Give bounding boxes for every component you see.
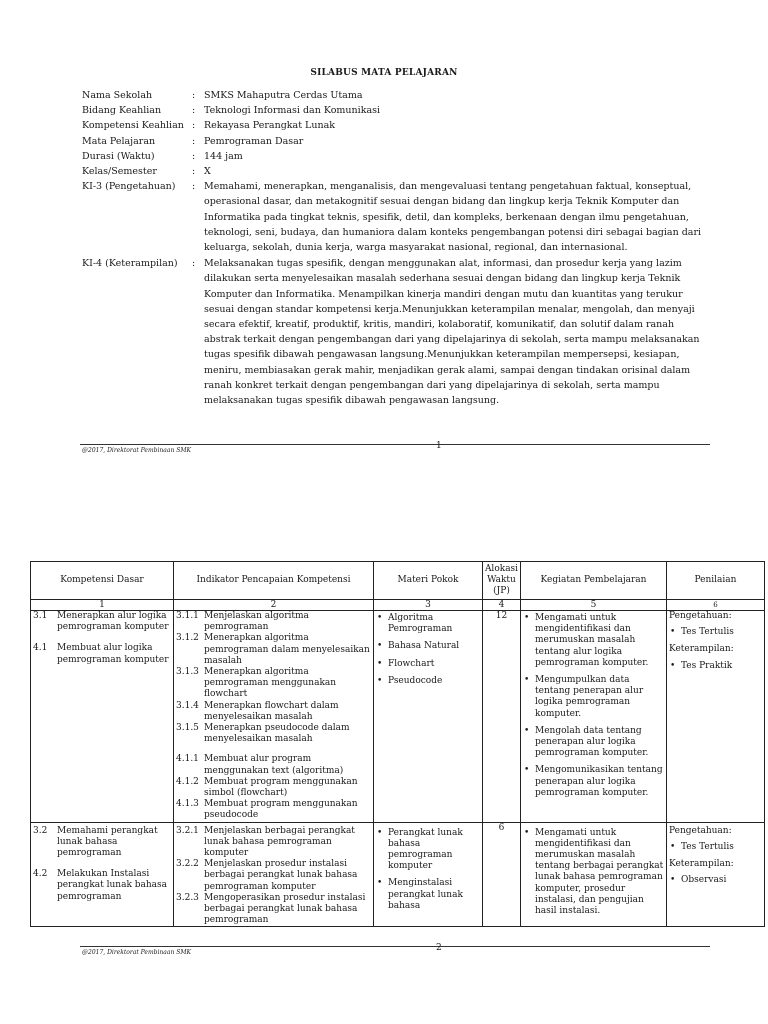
info-key: Mata Pelajaran [82, 135, 156, 147]
info-row-nama-sekolah [82, 88, 704, 103]
info-value: Melaksanakan tugas spesifik, dengan menggunakan alat, informasi, dan prosedur kerja yang lazim dilakukan serta menyelesaikan masalah sederhana sesuai dengan bidang dan lingkup kerja Teknik Komputer dan Informatika. Menampilkan kinerja mandiri dengan mutu dan kuantitas yang terukur sesuai dengan standar kompetensi kerja.Menunjukkan keterampilan menalar, mengolah, dan menyaji secara efektif, kreatif, produktif, kritis, mandiri, kolaboratif, komunikatif, dan solutif dalam ranah abstrak terkait dengan pengembangan dari yang dipelajarinya di sekolah, serta mampu melaksanakan tugas spesifik dibawah pengawasan langsung.Menunjukkan keterampilan mempersepsi, kesiapan, meniru, membiasakan gerak mahir, menjadikan gerak alami, sampai dengan tindakan orisinal dalam ranah konkret terkait dengan pengembangan dari yang dipelajarinya di sekolah, serta mampu melaksanakan tugas spesifik dibawah pengawasan langsung. [204, 258, 700, 407]
materi-item: • Flowchart [388, 659, 480, 670]
table-number-row [31, 600, 765, 611]
kegiatan-item: • Mengamati untuk mengidentifikasi dan merumuskan masalah tentang alur logika pemrograman komputer. [535, 613, 664, 669]
materi-item: • Bahasa Natural [388, 641, 480, 652]
info-value: Teknologi Informasi dan Komunikasi [204, 105, 381, 117]
header-kompetensi-dasar: Kompetensi Dasar [31, 562, 174, 600]
cell-indikator [174, 611, 374, 823]
column-number: 3 [374, 600, 483, 611]
indikator-item [176, 701, 371, 723]
indikator-number: 3.2.2 [176, 859, 199, 870]
info-row-ki4 [82, 256, 704, 408]
kd-number: 4.1 [33, 643, 48, 654]
penilaian-label: Pengetahuan: [669, 825, 732, 836]
info-row-mata-pelajaran [82, 134, 704, 149]
materi-list [376, 613, 480, 687]
penilaian-item: • Tes Praktik [681, 661, 762, 672]
indikator-number: 3.1.4 [176, 700, 199, 711]
indikator-text: Menerapkan pseudocode dalam menyelesaikan masalah [204, 723, 350, 745]
materi-item: • Perangkat lunak bahasa pemrograman komputer [388, 828, 480, 873]
info-value: Pemrograman Dasar [204, 135, 304, 147]
indikator-item [176, 633, 371, 667]
cell-kegiatan [521, 822, 667, 927]
info-key: Bidang Keahlian [82, 105, 162, 117]
indikator-text: Menjelaskan prosedur instalasi berbagai perangkat lunak bahasa pemrograman komputer [204, 859, 358, 892]
info-row-kelas-semester [82, 164, 704, 179]
column-number: 5 [521, 600, 667, 611]
info-sep: : [192, 105, 196, 117]
cell-materi-pokok [374, 611, 483, 823]
page-footer-1 [80, 441, 710, 454]
header-penilaian: Penilaian [667, 562, 765, 600]
header-kegiatan: Kegiatan Pembelajaran [521, 562, 667, 600]
column-number: 1 [31, 600, 174, 611]
penilaian-label: Keterampilan: [669, 644, 734, 655]
document-title: SILABUS MATA PELAJARAN [310, 68, 458, 78]
kd-item [33, 826, 171, 860]
indikator-number: 4.1.1 [176, 754, 199, 765]
syllabus-table [30, 561, 765, 927]
indikator-number: 3.1.2 [176, 633, 199, 644]
indikator-item [176, 754, 371, 776]
info-key: Nama Sekolah [82, 90, 153, 101]
cell-materi-pokok [374, 822, 483, 927]
header-alokasi-waktu: Alokasi Waktu (JP) [483, 562, 521, 600]
penilaian-label: Keterampilan: [669, 859, 734, 870]
penilaian-item: • Tes Tertulis [681, 842, 762, 853]
info-key: KI-3 (Pengetahuan) [82, 181, 176, 193]
column-number: 4 [483, 600, 521, 611]
indikator-item [176, 611, 371, 633]
indikator-item [176, 723, 371, 745]
penilaian-list [669, 875, 762, 886]
materi-list [376, 828, 480, 912]
column-number: 2 [174, 600, 374, 611]
kegiatan-list [523, 613, 664, 799]
info-row-durasi [82, 149, 704, 164]
indikator-number: 4.1.2 [176, 776, 199, 787]
indikator-text: Menerapkan algoritma pemrograman menggunakan flowchart [204, 667, 337, 700]
info-value: SMKS Mahaputra Cerdas Utama [204, 90, 363, 101]
indikator-text: Membuat alur program menggunakan text (algoritma) [204, 754, 344, 776]
indikator-text: Membuat program menggunakan simbol (flowchart) [204, 776, 358, 799]
footer-text: @2017, Direktorat Pembinaan SMK [82, 949, 191, 956]
kd-number: 3.2 [33, 825, 48, 836]
info-value: Memahami, menerapkan, menganalisis, dan mengevaluasi tentang pengetahuan faktual, konseptual, operasional dasar, dan metakognitif sesuai dengan bidang dan lingkup kerja Teknik Komputer dan Informatika pada tingkat teknis, spesifik, detil, dan kompleks, berkenaan dengan ilmu pengetahuan, teknologi, seni, budaya, dan humaniora dalam konteks pengembangan potensi diri sebagai bagian dari keluarga, sekolah, dunia kerja, warga masyarakat nasional, regional, dan internasional. [204, 181, 702, 254]
footer-text: @2017, Direktorat Pembinaan SMK [82, 447, 191, 454]
cell-alokasi-waktu: 6 [483, 822, 521, 927]
kegiatan-item: • Mengumpulkan data tentang penerapan alur logika pemrograman komputer. [535, 675, 664, 720]
kd-number: 4.2 [33, 869, 48, 880]
kd-item [33, 869, 171, 903]
indikator-text: Mengoperasikan prosedur instalasi berbagai perangkat lunak bahasa pemrograman [204, 892, 366, 926]
header-indikator: Indikator Pencapaian Kompetensi [174, 562, 374, 600]
table-row [31, 611, 765, 823]
kd-text: Memahami perangkat lunak bahasa pemrograman [57, 825, 158, 859]
kegiatan-list [523, 828, 664, 918]
kd-number: 3.1 [33, 611, 48, 621]
materi-item: • Menginstalasi perangkat lunak bahasa [388, 878, 480, 912]
indikator-item [176, 799, 371, 821]
kegiatan-item: • Mengamati untuk mengidentifikasi dan merumuskan masalah tentang berbagai perangkat lunak bahasa pemrograman komputer, prosedur instalasi, dan pengujian hasil instalasi. [535, 828, 664, 918]
cell-penilaian [667, 611, 765, 823]
page-number: 2 [436, 943, 442, 953]
info-value: Rekayasa Perangkat Lunak [204, 120, 336, 132]
info-sep: : [192, 135, 196, 147]
info-sep: : [192, 181, 196, 193]
info-sep: : [192, 150, 196, 162]
kd-text: Melakukan Instalasi perangkat lunak bahasa pemrograman [57, 869, 168, 902]
materi-item: • Algoritma Pemrograman [388, 613, 480, 635]
info-sep: : [192, 166, 196, 178]
penilaian-list [669, 627, 762, 638]
indikator-item [176, 826, 371, 860]
column-number: 6 [667, 600, 765, 611]
indikator-number: 3.1.3 [176, 667, 199, 678]
info-value: 144 jam [204, 150, 243, 162]
info-row-bidang-keahlian [82, 103, 704, 118]
indikator-text: Menjelaskan algoritma pemrograman [204, 611, 309, 633]
indikator-item [176, 777, 371, 799]
kegiatan-item: • Mengolah data tentang penerapan alur logika pemrograman komputer. [535, 726, 664, 760]
penilaian-label: Pengetahuan: [669, 611, 732, 621]
kegiatan-item: • Mengomunikasikan tentang penerapan alur logika pemrograman komputer. [535, 765, 664, 799]
page-number: 1 [436, 441, 442, 451]
info-sep: : [192, 258, 196, 270]
info-key: Durasi (Waktu) [82, 150, 155, 162]
cell-kompetensi-dasar [31, 611, 174, 823]
info-row-ki3 [82, 179, 704, 255]
info-block [82, 88, 704, 408]
indikator-number: 3.1.5 [176, 723, 199, 734]
kd-text: Menerapkan alur logika pemrograman komputer [57, 611, 169, 633]
info-key: Kompetensi Keahlian [82, 120, 184, 132]
info-sep: : [192, 90, 196, 101]
penilaian-list [669, 842, 762, 853]
header-materi-pokok: Materi Pokok [374, 562, 483, 600]
indikator-item [176, 893, 371, 927]
penilaian-item: • Tes Tertulis [681, 627, 762, 638]
cell-penilaian [667, 822, 765, 927]
info-key: Kelas/Semester [82, 166, 157, 178]
indikator-number: 3.2.1 [176, 825, 199, 836]
penilaian-list [669, 661, 762, 672]
table-row [31, 822, 765, 927]
indikator-number: 3.2.3 [176, 892, 199, 903]
info-row-kompetensi-keahlian [82, 118, 704, 133]
indikator-number: 3.1.1 [176, 611, 199, 621]
cell-indikator [174, 822, 374, 927]
kd-item [33, 643, 171, 665]
indikator-text: Membuat program menggunakan pseudocode [204, 799, 358, 821]
indikator-text: Menerapkan algoritma pemrograman dalam menyelesaikan masalah [204, 633, 370, 666]
indikator-text: Menerapkan flowchart dalam menyelesaikan masalah [204, 700, 339, 722]
penilaian-item: • Observasi [681, 875, 762, 886]
info-value: X [204, 166, 211, 178]
info-key: KI-4 (Keterampilan) [82, 258, 178, 270]
cell-alokasi-waktu: 12 [483, 611, 521, 823]
indikator-number: 4.1.3 [176, 799, 199, 810]
kd-item [33, 611, 171, 633]
table-header-row [31, 562, 765, 600]
info-sep: : [192, 120, 196, 132]
indikator-text: Menjelaskan berbagai perangkat lunak bahasa pemrograman komputer [204, 825, 355, 859]
cell-kegiatan [521, 611, 667, 823]
cell-kompetensi-dasar [31, 822, 174, 927]
indikator-item [176, 667, 371, 701]
indikator-item [176, 859, 371, 893]
materi-item: • Pseudocode [388, 676, 480, 687]
kd-text: Membuat alur logika pemrograman komputer [57, 643, 169, 665]
page-footer-2 [80, 943, 710, 956]
